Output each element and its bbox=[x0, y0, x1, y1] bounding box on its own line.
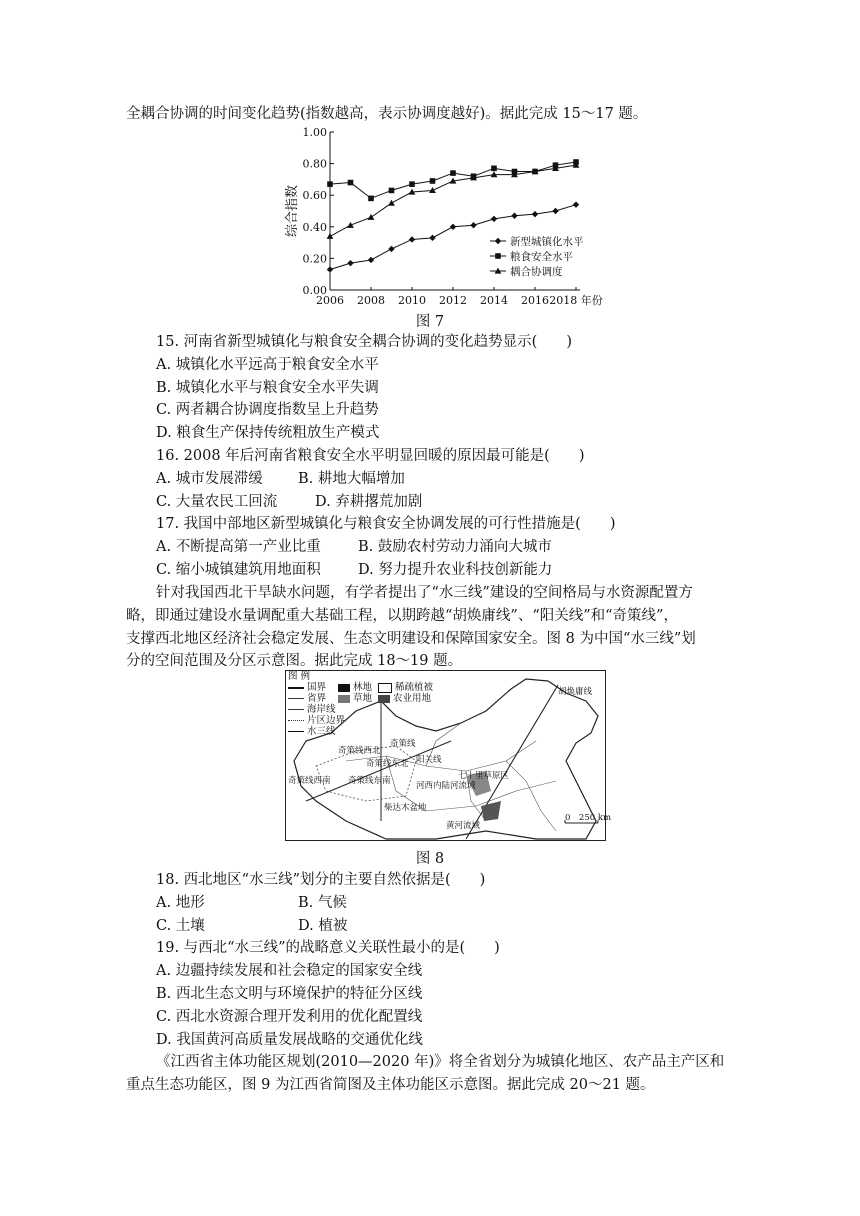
q17-option-c: C. 缩小城镇建筑用地面积 bbox=[156, 562, 321, 578]
series-1-point bbox=[389, 188, 395, 194]
y-tick-label: 0.80 bbox=[302, 157, 327, 171]
series-0-point bbox=[532, 211, 538, 217]
passage2-line-4: 分的空间范围及分区示意图。据此完成 18～19 题。 bbox=[126, 653, 463, 669]
label-qaidam: 柴达木盆地 bbox=[384, 803, 427, 813]
legend-forest: 林地 bbox=[353, 682, 373, 693]
series-0-point bbox=[327, 266, 333, 272]
x-tick-label: 2010 bbox=[398, 294, 426, 307]
label-qice-southeast: 奇策线东南 bbox=[348, 776, 391, 786]
series-0-point bbox=[450, 224, 456, 230]
q18-stem: 18. 西北地区“水三线”划分的主要自然依据是( ) bbox=[156, 872, 486, 888]
chart-svg bbox=[280, 124, 610, 310]
series-1-point bbox=[491, 166, 497, 172]
series-2-point bbox=[429, 187, 436, 193]
series-0-point bbox=[368, 257, 374, 263]
q17-stem: 17. 我国中部地区新型城镇化与粮食安全协调发展的可行性措施是( ) bbox=[156, 516, 616, 532]
series-1-point bbox=[368, 196, 374, 202]
series-0-point bbox=[573, 201, 579, 207]
farmland-swatch-icon bbox=[378, 695, 390, 703]
legend-label: 耦合协调度 bbox=[510, 266, 563, 278]
series-0-point bbox=[552, 208, 558, 214]
q15-option-c: C. 两者耦合协调度指数呈上升趋势 bbox=[156, 402, 379, 418]
series-0-point bbox=[511, 213, 517, 219]
label-grassland-region: 七十里草原区 bbox=[458, 771, 510, 781]
q16-option-c: C. 大量农民工回流 bbox=[156, 494, 278, 510]
series-0-point bbox=[470, 222, 476, 228]
water-three-lines-map bbox=[285, 670, 612, 841]
q17-option-b: B. 鼓励农村劳动力涌向大城市 bbox=[358, 539, 552, 555]
legend-region-border: 片区边界 bbox=[307, 715, 346, 726]
legend-water-three-lines: 水三线 bbox=[307, 726, 336, 737]
y-tick-label: 0.00 bbox=[302, 284, 327, 297]
passage3-line-2: 重点生态功能区，图 9 为江西省简图及主体功能区示意图。据此完成 20～21 题。 bbox=[126, 1077, 655, 1093]
scale-bar-label: 0 250 km bbox=[565, 813, 612, 823]
series-1-point bbox=[409, 181, 415, 187]
series-0-point bbox=[409, 236, 415, 242]
forest-swatch-icon bbox=[338, 684, 350, 692]
q16-stem: 16. 2008 年后河南省粮食安全水平明显回暖的原因最可能是( ) bbox=[156, 448, 585, 464]
q16-option-d: D. 弃耕撂荒加剧 bbox=[315, 494, 423, 510]
q16-option-b: B. 耕地大幅增加 bbox=[298, 471, 405, 487]
q19-option-b: B. 西北生态文明与环境保护的特征分区线 bbox=[156, 986, 423, 1002]
label-yellow-river: 黄河流域 bbox=[446, 821, 481, 831]
q19-option-d: D. 我国黄河高质量发展战略的交通优化线 bbox=[156, 1032, 423, 1048]
passage2-line-2: 略，即通过建设水量调配重大基础工程，以期跨越“胡焕庸线”、“阳关线”和“奇策线”， bbox=[126, 608, 678, 624]
map-legend bbox=[288, 671, 433, 737]
q18-option-a: A. 地形 bbox=[156, 895, 205, 911]
legend-label: 新型城镇化水平 bbox=[510, 236, 584, 248]
x-tick-label: 2012 bbox=[439, 294, 467, 307]
q18-option-c: C. 土壤 bbox=[156, 918, 205, 934]
q15-stem: 15. 河南省新型城镇化与粮食安全耦合协调的变化趋势显示( ) bbox=[156, 334, 572, 350]
label-qice: 奇策线 bbox=[390, 739, 416, 749]
series-2-point bbox=[388, 200, 395, 206]
y-axis-label: 综合指数 bbox=[285, 184, 300, 238]
legend-province: 省界 bbox=[307, 693, 327, 704]
series-1-point bbox=[430, 178, 436, 184]
series-1-point bbox=[327, 181, 333, 187]
sparse-veg-swatch-icon bbox=[378, 683, 392, 693]
label-qice-southwest: 奇策线西南 bbox=[288, 776, 331, 786]
legend-label: 粮食安全水平 bbox=[510, 251, 573, 263]
legend-marker bbox=[495, 238, 501, 244]
label-qice-northeast: 奇策线东北 bbox=[366, 759, 409, 769]
q17-option-d: D. 努力提升农业科技创新能力 bbox=[358, 562, 553, 578]
y-tick-label: 0.60 bbox=[302, 189, 327, 203]
figure7-caption: 图 7 bbox=[415, 314, 445, 330]
legend-sparse: 稀疏植被 bbox=[395, 682, 434, 693]
series-1-point bbox=[348, 180, 354, 186]
passage3-line-1: 《江西省主体功能区规划(2010—2020 年)》将全省划分为城镇化地区、农产品主产区和 bbox=[156, 1054, 725, 1070]
passage2-line-1: 针对我国西北干旱缺水问题，有学者提出了“水三线”建设的空间格局与水资源配置方 bbox=[156, 585, 693, 601]
y-tick-label: 1.00 bbox=[302, 126, 327, 139]
series-0-point bbox=[388, 246, 394, 252]
x-tick-label: 2016 bbox=[521, 294, 549, 307]
series-2-point bbox=[368, 214, 375, 220]
series-0-point bbox=[347, 260, 353, 266]
label-hexi-basin: 河西内陆河流域 bbox=[416, 781, 476, 791]
passage2-line-3: 支撑西北地区经济社会稳定发展、生态文明建设和保障国家安全。图 8 为中国“水三线”划 bbox=[126, 631, 696, 647]
q19-stem: 19. 与西北“水三线”的战略意义关联性最小的是( ) bbox=[156, 940, 500, 956]
q19-option-c: C. 西北水资源合理开发利用的优化配置线 bbox=[156, 1009, 423, 1025]
legend-grass: 草地 bbox=[353, 693, 373, 704]
x-tick-label: 2008 bbox=[357, 294, 385, 307]
label-hu-huanyong: 胡焕庸线 bbox=[558, 687, 593, 697]
q18-option-d: D. 植被 bbox=[298, 918, 348, 934]
series-2-point bbox=[327, 233, 334, 239]
q18-option-b: B. 气候 bbox=[298, 895, 347, 911]
q15-option-b: B. 城镇化水平与粮食安全水平失调 bbox=[156, 380, 379, 396]
series-0-point bbox=[491, 216, 497, 222]
figure8-caption: 图 8 bbox=[415, 851, 445, 867]
label-qice-northwest: 奇策线西北 bbox=[338, 746, 381, 756]
legend-marker bbox=[495, 253, 501, 259]
q17-option-a: A. 不断提高第一产业比重 bbox=[156, 539, 321, 555]
q15-option-d: D. 粮食生产保持传统粗放生产模式 bbox=[156, 425, 380, 441]
y-tick-label: 0.40 bbox=[302, 220, 327, 234]
intro-text: 全耦合协调的时间变化趋势(指数越高，表示协调度越好)。据此完成 15～17 题。 bbox=[126, 106, 648, 122]
x-tick-label: 2006 bbox=[316, 294, 344, 307]
grass-swatch-icon bbox=[338, 695, 350, 703]
q15-option-a: A. 城镇化水平远高于粮食安全水平 bbox=[156, 357, 379, 373]
q19-option-a: A. 边疆持续发展和社会稳定的国家安全线 bbox=[156, 963, 423, 979]
x-tick-label: 2018 年份 bbox=[549, 294, 603, 307]
series-1-point bbox=[450, 170, 456, 176]
line-chart bbox=[280, 124, 610, 310]
legend-farmland: 农业用地 bbox=[393, 693, 432, 704]
x-tick-label: 2014 bbox=[480, 294, 508, 307]
legend-coastline: 海岸线 bbox=[307, 704, 336, 715]
y-tick-label: 0.20 bbox=[302, 252, 327, 266]
legend-national-border: 国界 bbox=[307, 682, 327, 693]
series-0-point bbox=[429, 235, 435, 241]
legend-title: 图 例 bbox=[288, 671, 311, 682]
label-yangguan: 阳关线 bbox=[416, 755, 442, 765]
q16-option-a: A. 城市发展滞缓 bbox=[156, 471, 263, 487]
hu-huanyong-line bbox=[466, 685, 558, 839]
